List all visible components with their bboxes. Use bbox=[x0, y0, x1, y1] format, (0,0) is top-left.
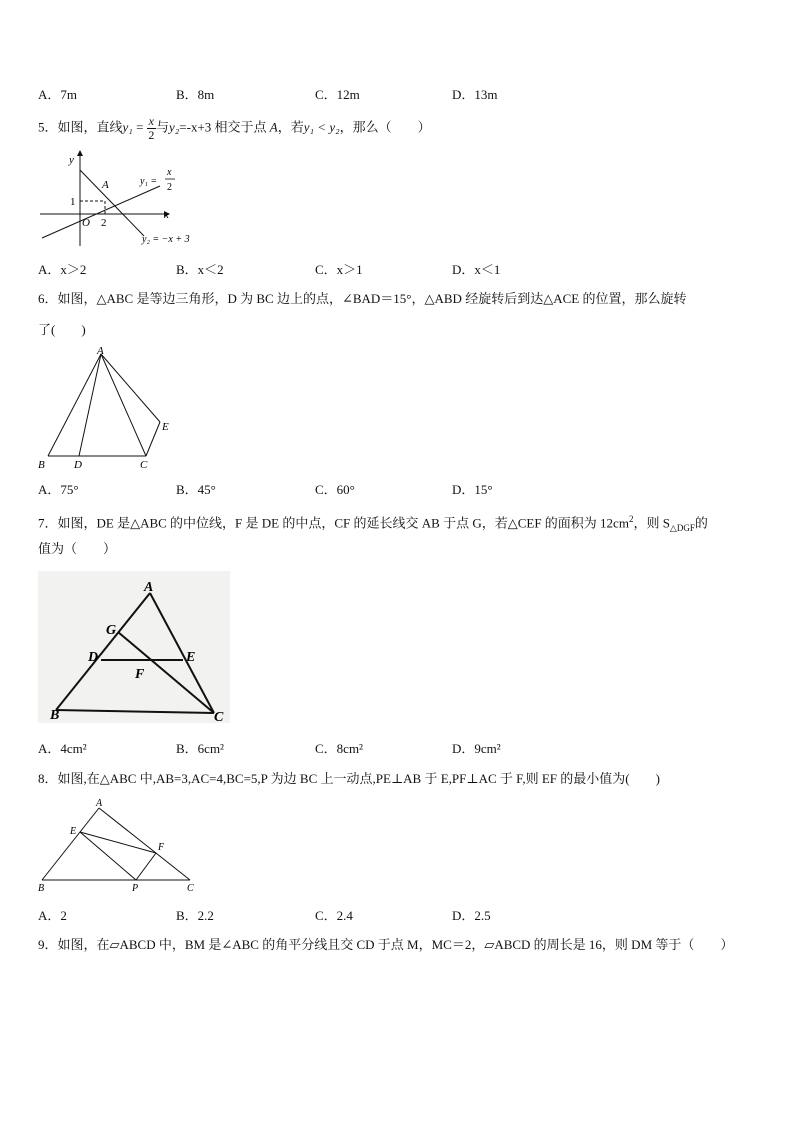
y-arrow bbox=[77, 150, 83, 156]
label-p: P bbox=[132, 883, 139, 894]
side-ab bbox=[56, 593, 150, 710]
q8-figure bbox=[34, 796, 204, 896]
q4-options bbox=[38, 84, 738, 102]
q7-text-c: 的 bbox=[694, 515, 708, 531]
q7-figure bbox=[38, 571, 230, 723]
x-label: x bbox=[164, 209, 169, 221]
q8-option-d[interactable]: D．2.5 bbox=[452, 908, 491, 923]
segment-ae bbox=[101, 354, 160, 422]
q4-option-b[interactable]: B．8m bbox=[176, 87, 215, 102]
q5-y2: y₂ bbox=[169, 119, 180, 135]
label-c: C bbox=[187, 883, 194, 894]
label-g: G bbox=[106, 623, 117, 638]
label-e: E bbox=[162, 421, 169, 433]
q7-stem-line2: 值为（ ） bbox=[38, 541, 117, 556]
q5-stem-text-b: 与 bbox=[155, 119, 169, 135]
q5-stem bbox=[38, 115, 760, 142]
q6-option-c[interactable]: C．60° bbox=[315, 482, 355, 497]
side-ac bbox=[150, 593, 214, 713]
q4-option-a[interactable]: A．7m bbox=[38, 87, 78, 102]
segment-ef bbox=[80, 832, 156, 853]
y1-frac-den: 2 bbox=[167, 182, 172, 193]
label-a: A bbox=[97, 345, 104, 357]
q6-option-d[interactable]: D．15° bbox=[452, 482, 493, 497]
label-e: E bbox=[70, 826, 77, 837]
side-bc bbox=[56, 710, 214, 713]
q5-option-a[interactable]: A．x＞2 bbox=[38, 262, 87, 277]
side-ab bbox=[42, 808, 99, 880]
q5-stem-text-c: =-x+3 相交于点 bbox=[179, 119, 270, 135]
tick-2: 2 bbox=[101, 217, 107, 229]
q7-options bbox=[38, 738, 738, 756]
q7-option-a[interactable]: A．4cm² bbox=[38, 741, 87, 756]
side-ac bbox=[101, 354, 146, 456]
y-label: y bbox=[69, 154, 74, 166]
label-c: C bbox=[140, 459, 148, 471]
q5-option-d[interactable]: D．x＜1 bbox=[452, 262, 501, 277]
origin-label: O bbox=[82, 217, 90, 229]
q6-options bbox=[38, 479, 738, 497]
label-c: C bbox=[214, 710, 224, 723]
q5-stem-text-d: ，若 bbox=[277, 119, 304, 135]
label-f: F bbox=[158, 842, 165, 853]
q4-option-c[interactable]: C．12m bbox=[315, 87, 360, 102]
q5-frac-den: 2 bbox=[148, 128, 155, 142]
q5-y1: y₁ bbox=[122, 119, 133, 135]
q5-eq: = bbox=[132, 119, 147, 135]
q7-text-a: 7．如图，DE 是△ABC 的中位线，F 是 DE 的中点，CF 的延长线交 AB 于点 G，若△CEF 的面积为 12cm bbox=[38, 515, 629, 531]
q5-stem-text: 5．如图，直线 bbox=[38, 119, 123, 135]
q8-option-c[interactable]: C．2.4 bbox=[315, 908, 353, 923]
q5-point-a: A bbox=[269, 119, 278, 135]
q7-sup: 2 bbox=[628, 514, 634, 524]
q6-option-b[interactable]: B．45° bbox=[176, 482, 216, 497]
side-ab bbox=[48, 354, 101, 456]
q4-option-d[interactable]: D．13m bbox=[452, 87, 498, 102]
q7-option-b[interactable]: B．6cm² bbox=[176, 741, 224, 756]
label-d: D bbox=[74, 459, 82, 471]
q7-stem-line1 bbox=[38, 508, 760, 539]
q7-option-d[interactable]: D．9cm² bbox=[452, 741, 501, 756]
q9-stem: 9．如图，在▱ABCD 中，BM 是∠ABC 的角平分线且交 CD 于点 M，MC＝2，▱ABCD 的周长是 16，则 DM 等于（ ） bbox=[38, 937, 734, 952]
y1-label: y₁ = bbox=[140, 176, 158, 187]
q7-option-c[interactable]: C．8cm² bbox=[315, 741, 363, 756]
q5-option-c[interactable]: C．x＞1 bbox=[315, 262, 363, 277]
segment-pf bbox=[136, 853, 156, 880]
q8-options bbox=[38, 905, 738, 923]
q5-figure bbox=[36, 150, 216, 250]
q5-option-b[interactable]: B．x＜2 bbox=[176, 262, 224, 277]
q6-option-a[interactable]: A．75° bbox=[38, 482, 79, 497]
q8-stem: 8．如图,在△ABC 中,AB=3,AC=4,BC=5,P 为边 BC 上一动点,PE⊥AB 于 E,PF⊥AC 于 F,则 EF 的最小值为( ) bbox=[38, 771, 660, 786]
q5-fraction bbox=[147, 115, 156, 142]
label-a: A bbox=[144, 580, 154, 595]
label-a: A bbox=[96, 798, 103, 809]
q7-sub: △DGF bbox=[669, 522, 695, 533]
label-b: B bbox=[38, 459, 45, 471]
tick-1: 1 bbox=[70, 196, 76, 208]
segment-gc bbox=[118, 632, 214, 713]
q7-text-b: ，则 S bbox=[633, 515, 670, 531]
y1-frac-num: x bbox=[167, 167, 172, 178]
q5-stem-text-e: ，那么（ ） bbox=[339, 119, 431, 135]
label-d: D bbox=[88, 650, 99, 665]
q6-stem-line2: 了( ) bbox=[38, 322, 86, 337]
q8-option-a[interactable]: A．2 bbox=[38, 908, 67, 923]
y2-label: y₂ = −x + 3 bbox=[142, 234, 190, 245]
label-b: B bbox=[50, 708, 60, 723]
segment-pe bbox=[80, 832, 136, 880]
q8-option-b[interactable]: B．2.2 bbox=[176, 908, 214, 923]
q5-condition: y₁ < y₂ bbox=[303, 119, 340, 135]
label-f: F bbox=[135, 667, 145, 682]
line-y1 bbox=[42, 186, 160, 238]
segment-ad bbox=[79, 354, 101, 456]
q5-frac-num: x bbox=[148, 114, 154, 128]
q6-stem-line1: 6．如图，△ABC 是等边三角形，D 为 BC 边上的点，∠BAD＝15°，△ABD 经旋转后到达△ACE 的位置，那么旋转 bbox=[38, 291, 687, 306]
label-e: E bbox=[186, 650, 196, 665]
q5-options bbox=[38, 259, 738, 277]
q6-figure bbox=[34, 344, 184, 472]
segment-ce bbox=[146, 422, 160, 456]
point-a-label: A bbox=[102, 179, 109, 191]
label-b: B bbox=[38, 883, 45, 894]
